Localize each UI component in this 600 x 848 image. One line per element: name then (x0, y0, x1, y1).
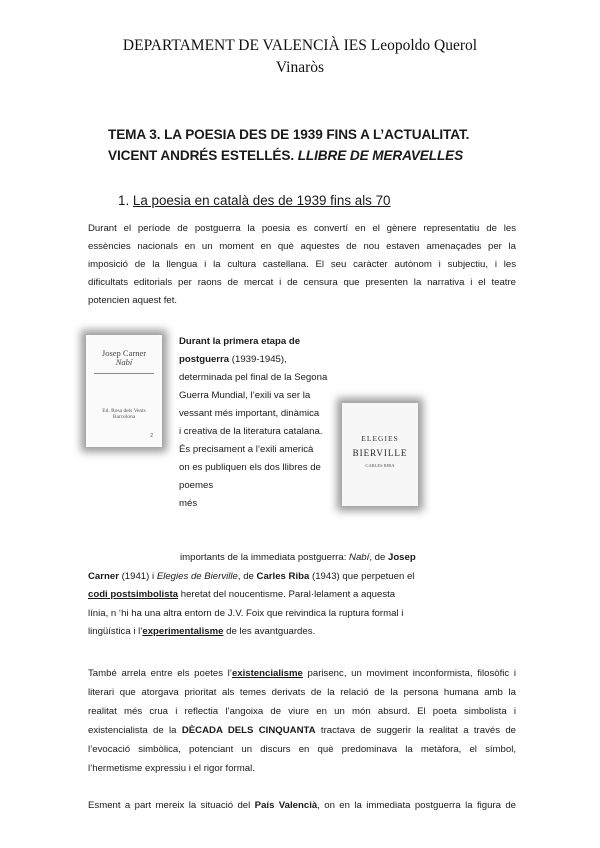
book-cover-elegies-author: CARLES RIBA (365, 463, 395, 468)
book-cover-nabi-title: Josep Carner Nabí (101, 348, 147, 367)
wide-text: importants de la immediata postguerra: Nabí, de Josep Carner (1941) i Elegies de Bierville, de Carles Riba (1943) que perpetuen el codi postsimbolista heretat del noucentisme. Paral·lelament a aquesta línia, n ‘hi ha una altra entorn de J.V. Foix que reivindica la ruptura formal i lingüística i l’experimentalisme de les avantguardes. (88, 552, 416, 637)
book-cover-elegies-line1: ELEGIES (361, 434, 399, 443)
document-header: DEPARTAMENT DE VALENCIÀ IES Leopoldo Querol (122, 37, 478, 54)
paragraph-2: També arrela entre els poetes l’existencialisme parisenc, un moviment inconformista, filosòfic i literari que atorgava prioritat als temes derivats de la relació de la persona humana amb la realitat més crua i reflectia l’angoixa de viure en un món absurd. El poeta simbolista i existencialista de la DÈCADA DELS CINQUANTA tractava de suggerir la realitat a través de l’evocació simbòlica, potenciant un discurs en què predominava la metàfora, el símbol, l’hermetisme expressiu i el rigor formal. (88, 668, 517, 774)
book-title: LLIBRE DE MERAVELLES (297, 148, 464, 163)
document-header-city: Vinaròs (275, 59, 325, 76)
book-cover-elegies-line2: BIERVILLE (352, 448, 408, 458)
theme-title-line2: VICENT ANDRÉS ESTELLÉS. LLIBRE DE MERAVELLES (108, 148, 464, 163)
paragraph-1: Durant el període de postguerra la poesia es convertí en el gènere representatiu de les essències nacionals en un moment en què aquestes de nou estaven amenaçades per la imposició de la llengua i la cultura castellana. El seu caràcter autònom i subjectiu, i les dificultats editorials per raons de mercat i de censura que presenten la narrativa i el teatre potencien aquest fet. (88, 223, 516, 306)
book-cover-nabi (86, 335, 162, 447)
paragraph-3: Esment a part mereix la situació del País Valencià, on en la immediata postguerra la figura de (88, 800, 516, 811)
book-cover-mark: 2 (150, 433, 153, 439)
book-cover-nabi-publisher: Ed. Rosa dels Vents Barcelona (102, 408, 146, 420)
book-cover-elegies (342, 403, 418, 506)
divider (94, 373, 154, 374)
column-text: Durant la primera etapa de postguerra (1939-1945), determinada pel final de la Segona Guerra Mundial, l’exili va ser la vessant més important, dinàmica i creativa de la literatura catalana. És precisament a l’exili americà on es publiquen els dos llibres de poemes més (179, 336, 328, 509)
section-heading-text: La poesia en català des de 1939 fins als 70 (132, 193, 391, 208)
theme-title-line1: TEMA 3. LA POESIA DES DE 1939 FINS A L’ACTUALITAT. (108, 127, 470, 142)
section-heading: 1. La poesia en català des de 1939 fins als 70 (118, 193, 391, 208)
